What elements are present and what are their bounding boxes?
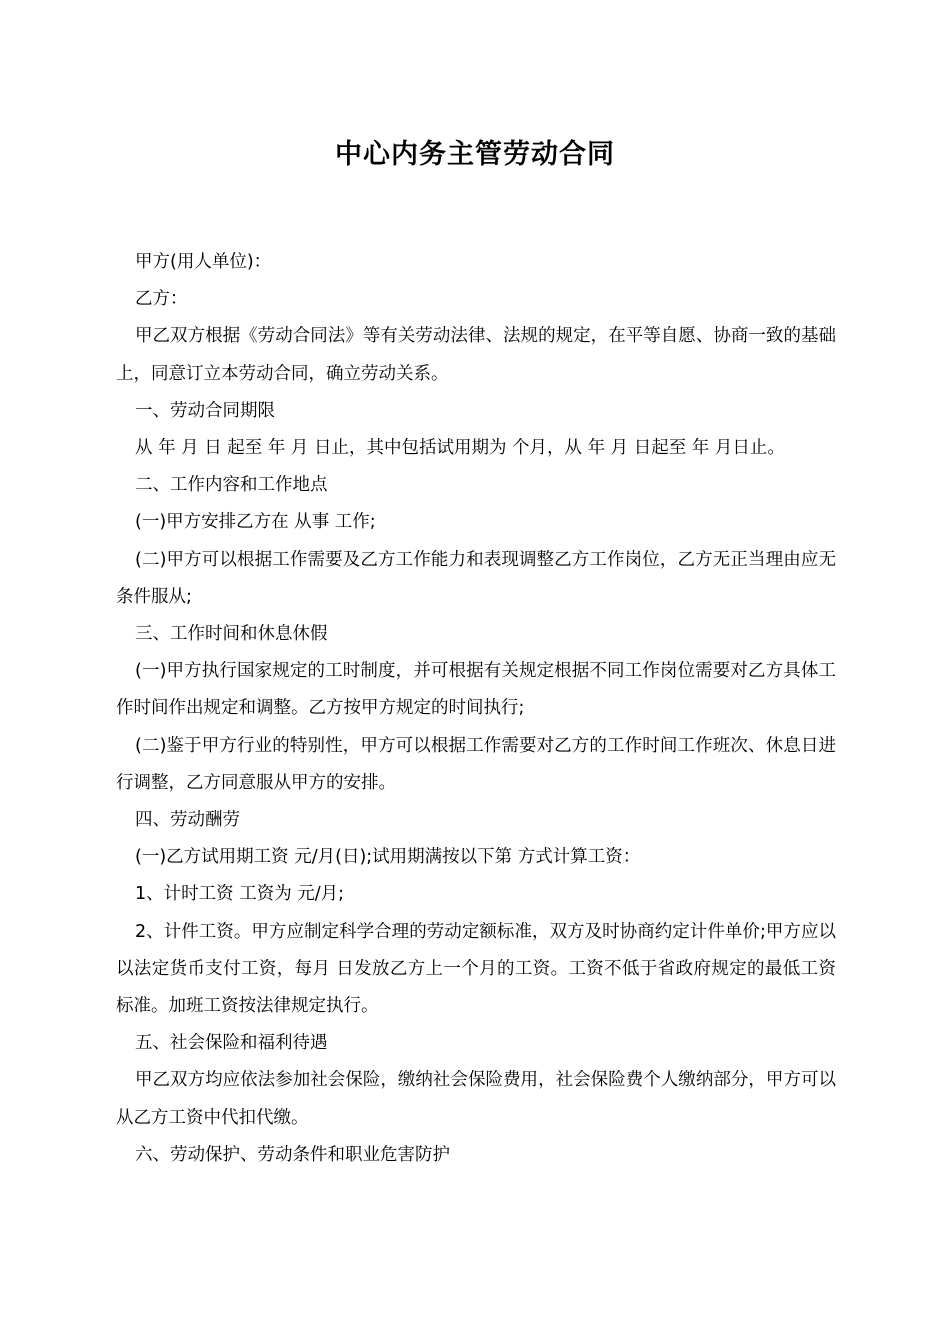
section-heading-work: 二、工作内容和工作地点 [135,475,328,496]
hours-clause-2: (二)鉴于甲方行业的特别性，甲方可以根据工作需要对乙方的工作时间工作班次、休息日进行调整，乙方同意服从甲方的安排。 [116,735,836,793]
work-clause-2: (二)甲方可以根据工作需要及乙方工作能力和表现调整乙方工作岗位，乙方无正当理由应无条件服从; [116,549,836,607]
document-title: 中心内务主管劳动合同 [335,139,615,170]
pay-clause-time: 1、计时工资 工资为 元/月; [135,884,345,905]
term-paragraph: 从 年 月 日 起至 年 月 日止，其中包括试用期为 个月，从 年 月 日起至 年 月日止。 [135,438,785,459]
section-heading-pay: 四、劳动酬劳 [135,810,240,831]
work-clause-1: (一)甲方安排乙方在 从事 工作; [135,512,376,533]
hours-clause-1: (一)甲方执行国家规定的工时制度，并可根据有关规定根据不同工作岗位需要对乙方具体工作时间作出规定和调整。乙方按甲方规定的时间执行; [116,661,836,719]
pay-clause-1: (一)乙方试用期工资 元/月(日);试用期满按以下第 方式计算工资： [135,847,641,868]
party-a-line: 甲方(用人单位)： [135,252,272,272]
insurance-paragraph: 甲乙双方均应依法参加社会保险，缴纳社会保险费用，社会保险费个人缴纳部分，甲方可以从乙方工资中代扣代缴。 [116,1070,836,1128]
preamble-paragraph: 甲乙双方根据《劳动合同法》等有关劳动法律、法规的规定，在平等自愿、协商一致的基础上，同意订立本劳动合同，确立劳动关系。 [116,326,836,384]
party-b-line: 乙方： [135,289,188,310]
document-body [116,244,836,1174]
pay-clause-piece: 2、计件工资。甲方应制定科学合理的劳动定额标准，双方及时协商约定计件单价;甲方应以以法定货币支付工资，每月 日发放乙方上一个月的工资。工资不低于省政府规定的最低工资标准。加班工资按法律规定执行。 [116,921,836,1017]
section-heading-protection: 六、劳动保护、劳动条件和职业危害防护 [135,1144,450,1165]
section-heading-term: 一、劳动合同期限 [135,400,275,421]
section-heading-hours: 三、工作时间和休息休假 [135,624,328,645]
section-heading-insurance: 五、社会保险和福利待遇 [135,1033,328,1054]
